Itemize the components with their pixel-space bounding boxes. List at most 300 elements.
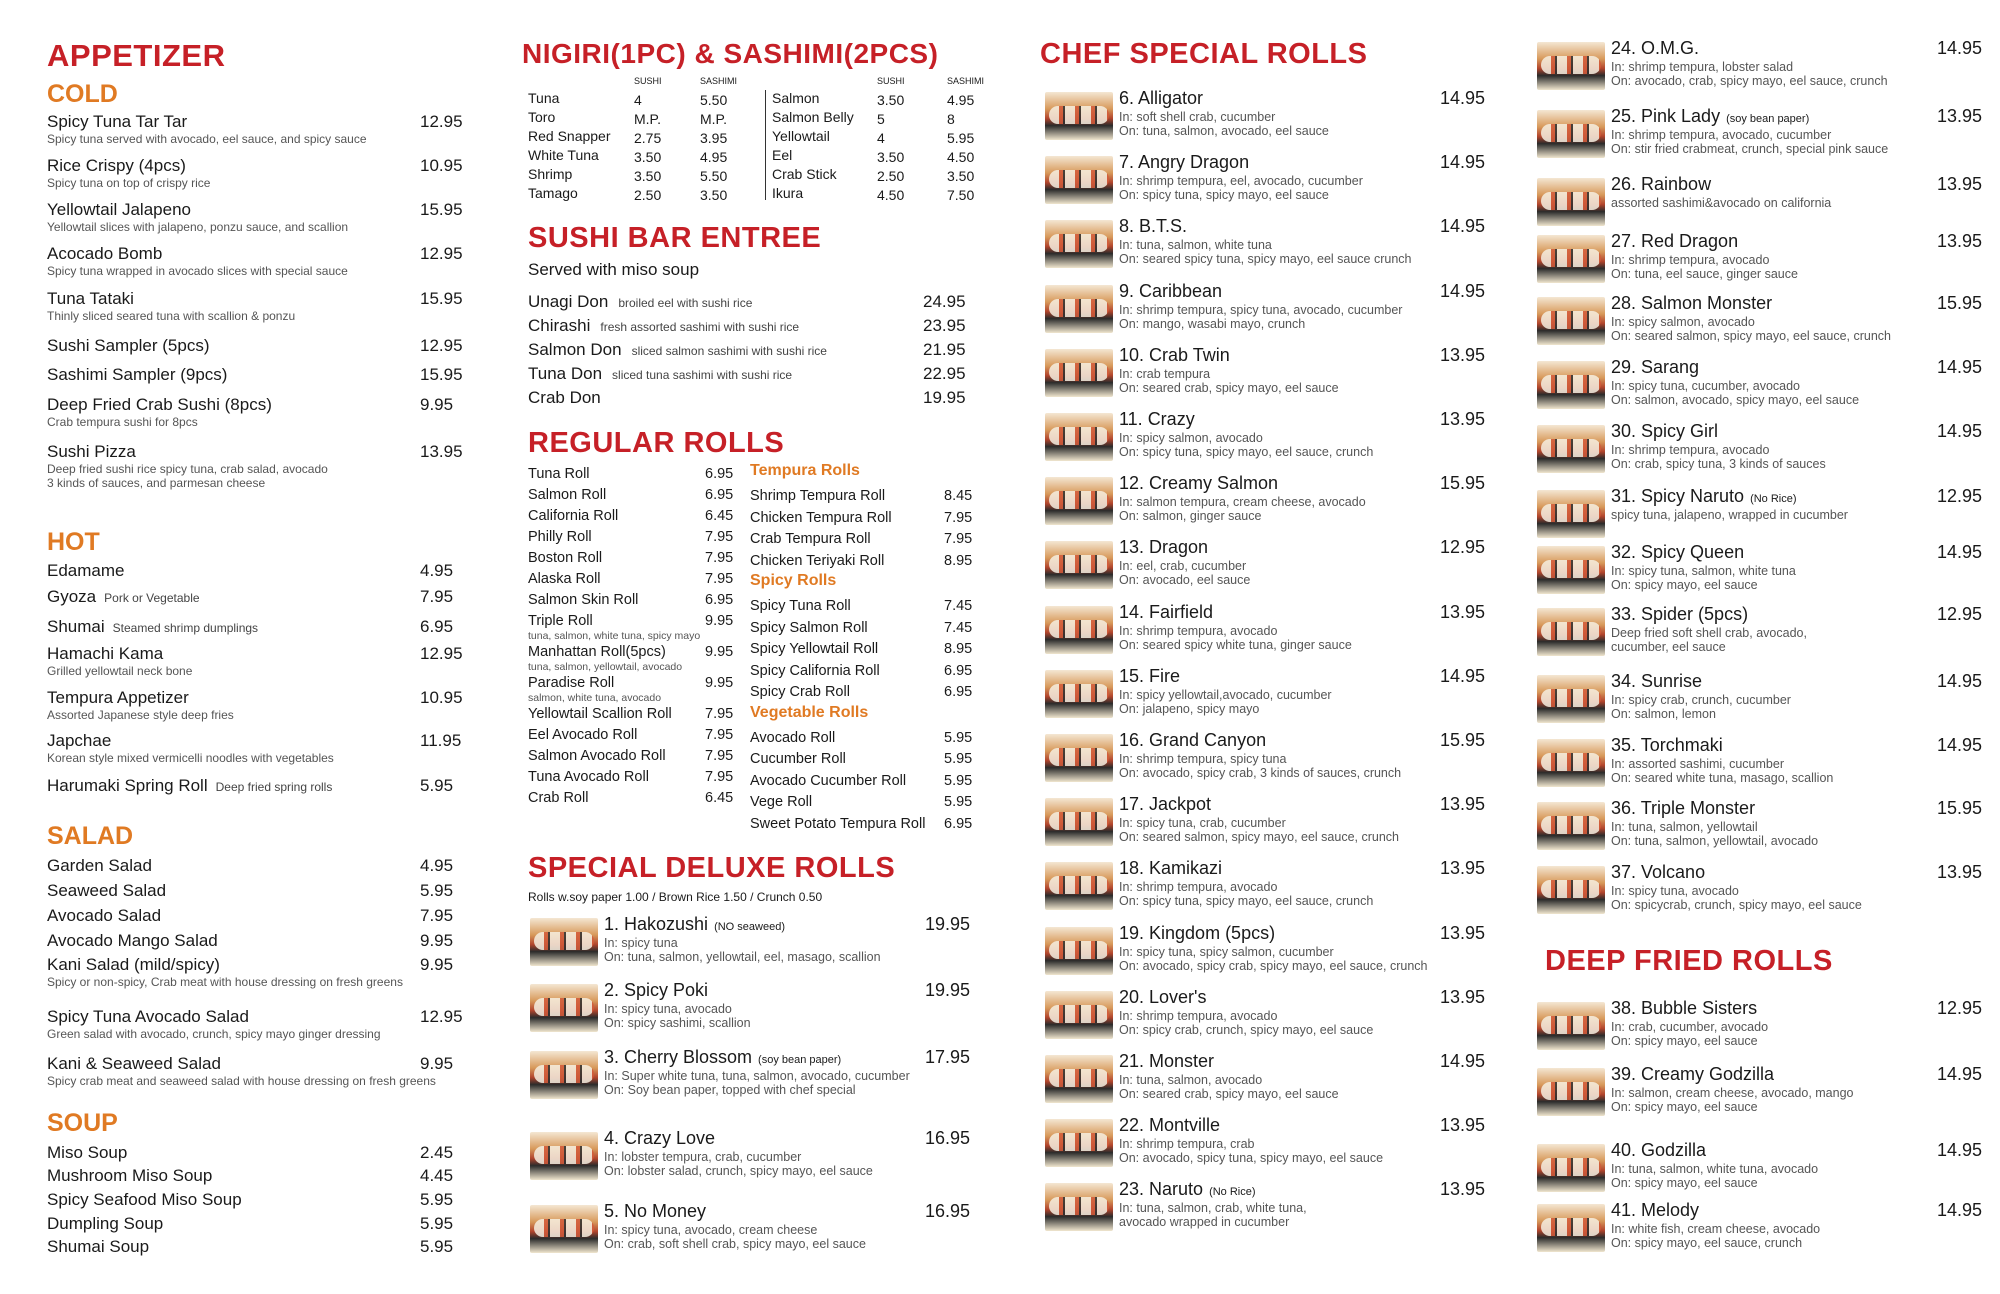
roll-outside: On: avocado, spicy tuna, spicy mayo, eel sauce [1119,1151,1384,1165]
roll-description [1611,693,1791,721]
roll-name: Spicy California Roll [750,662,880,679]
roll-name: 34. Sunrise [1611,671,1703,691]
fish-name: Tamago [528,185,578,201]
roll-photo [1045,477,1113,525]
fish-name: Yellowtail [772,128,830,144]
roll-photo [1045,156,1113,204]
roll-name: 27. Red Dragon [1611,231,1739,251]
roll-name: 39. Creamy Godzilla [1611,1064,1775,1084]
roll-price: 19.95 [925,980,971,1000]
roll-outside: On: jalapeno, spicy mayo [1119,702,1260,716]
entree-note: sliced tuna sashimi with sushi rice [612,368,793,382]
roll-name: 11. Crazy [1119,409,1195,429]
fish-name: Toro [528,109,556,125]
roll-description [1119,303,1402,331]
salad-heading: SALAD [47,822,134,850]
roll-price: 14.95 [1937,38,1983,58]
menu-item [47,1143,467,1163]
item-name: Tempura Appetizer [47,688,189,707]
roll-card [1045,152,1486,208]
roll-photo [530,1205,598,1253]
roll-inside: In: crab tempura [1119,367,1211,381]
roll-inside: In: shrimp tempura, lobster salad [1611,60,1794,74]
entree-heading: SUSHI BAR ENTREE [528,222,822,254]
roll-tag: (soy bean paper) [1726,113,1810,125]
item-name: Sushi Sampler (5pcs) [47,336,210,355]
sashimi-price: 3.50 [947,168,975,184]
roll-description [1611,1222,1820,1250]
roll-description [1119,1137,1383,1165]
roll-inside: In: spicy salmon, avocado [1611,315,1755,329]
roll-outside: On: Soy bean paper, topped with chef special [604,1083,856,1097]
entree-price: 23.95 [923,316,966,335]
roll-name: Manhattan Roll(5pcs) [528,644,666,660]
roll-photo [1045,734,1113,782]
item-name: Spicy Tuna Avocado Salad [47,1007,249,1026]
roll-outside: On: salmon, ginger sauce [1119,509,1262,523]
cold-heading: COLD [47,80,118,108]
item-name: Shumai Steamed shrimp dumplings [47,617,259,636]
item-name: Miso Soup [47,1143,128,1162]
roll-card [1537,293,1983,349]
item-price: 4.95 [420,856,454,875]
sashimi-price: 5.50 [700,92,728,108]
sashimi-price: 3.50 [700,187,728,203]
roll-photo [1537,42,1605,90]
roll-outside: On: avocado, spicy crab, 3 kinds of sauces, crunch [1119,766,1402,780]
roll-price: 13.95 [1937,106,1983,126]
roll-name: 38. Bubble Sisters [1611,998,1758,1018]
menu-item [47,856,467,876]
roll-price: 9.95 [705,613,734,629]
roll-inside: In: spicy tuna, crab, cucumber [1119,816,1286,830]
roll-name: California Roll [528,508,619,524]
roll-name: 5. No Money [604,1201,707,1221]
roll-name: 18. Kamikazi [1119,858,1223,878]
roll-outside: cucumber, eel sauce [1611,640,1726,654]
roll-price: 14.95 [1937,671,1983,691]
item-name: Garden Salad [47,856,152,875]
deep-fried-heading: DEEP FRIED ROLLS [1545,945,1833,977]
roll-name: Boston Roll [528,550,603,566]
nigiri-heading: NIGIRI(1PC) & SASHIMI(2PCS) [522,38,939,69]
item-price: 9.95 [420,931,454,950]
deluxe-heading: SPECIAL DELUXE ROLLS [528,852,896,884]
item-price: 15.95 [420,365,463,384]
menu-item [47,244,467,278]
roll-name: 21. Monster [1119,1051,1215,1071]
item-name: Rice Crispy (4pcs) [47,156,186,175]
roll-card [1537,604,1983,660]
item-note: Pork or Vegetable [104,591,200,605]
item-name: Edamame [47,561,125,580]
roll-price: 14.95 [1440,1051,1486,1071]
roll-description [1119,945,1427,973]
roll-price: 14.95 [1937,1140,1983,1160]
sashimi-price: 3.95 [700,130,728,146]
roll-name: 33. Spider (5pcs) [1611,604,1749,624]
roll-inside: In: tuna, salmon, white tuna [1119,238,1272,252]
soup-heading: SOUP [47,1109,118,1137]
roll-card [1045,473,1486,529]
roll-price: 9.95 [705,644,734,660]
item-price: 12.95 [420,112,463,131]
roll-inside: In: shrimp tempura, spicy tuna, avocado, cucumber [1119,303,1403,317]
roll-card [530,1128,971,1184]
item-price: 12.95 [420,244,463,263]
item-price: 5.95 [420,1214,454,1233]
item-name: Seaweed Salad [47,881,167,900]
roll-photo [1045,1055,1113,1103]
roll-photo [1537,297,1605,345]
sushi-price: 2.50 [634,187,662,203]
menu-item [47,1166,467,1186]
roll-price: 7.95 [944,509,973,526]
roll-photo [1537,608,1605,656]
roll-outside: On: crab, soft shell crab, spicy mayo, eel sauce [604,1237,866,1251]
item-price: 15.95 [420,200,463,219]
roll-name: 6. Alligator [1119,88,1204,108]
item-name: Shumai Soup [47,1237,150,1256]
item-description: Korean style mixed vermicelli noodles with vegetables [47,751,334,765]
roll-card [1045,794,1486,850]
roll-description [1611,508,1848,522]
roll-outside: On: avocado, crab, spicy mayo, eel sauce, crunch [1611,74,1888,88]
roll-card [530,1201,971,1257]
roll-subsection-heading: Spicy Rolls [750,572,837,589]
roll-name: Triple Roll [528,613,593,629]
item-description: Spicy crab meat and seaweed salad with house dressing on fresh greens [47,1074,436,1088]
roll-card [1537,106,1983,162]
item-price: 9.95 [420,1054,454,1073]
nigiri-table [522,76,985,206]
roll-inside: In: spicy tuna, spicy salmon, cucumber [1119,945,1334,959]
roll-outside: On: lobster salad, crunch, spicy mayo, eel sauce [604,1164,873,1178]
item-price: 13.95 [420,442,463,461]
roll-name: 28. Salmon Monster [1611,293,1773,313]
roll-price: 15.95 [1440,473,1486,493]
roll-photo [1537,178,1605,226]
menu-item [47,561,467,581]
roll-inside: In: spicy crab, crunch, cucumber [1611,693,1791,707]
roll-photo [1537,546,1605,594]
roll-price: 7.95 [705,706,734,722]
roll-description [1611,1020,1768,1048]
roll-name: 31. Spicy Naruto (No Rice) [1611,486,1797,506]
roll-card [1537,1200,1983,1256]
roll-card [1045,987,1486,1043]
roll-inside: In: shrimp tempura, avocado [1611,443,1770,457]
entree-price: 22.95 [923,364,966,383]
roll-photo [530,1132,598,1180]
item-price: 12.95 [420,644,463,663]
roll-inside: In: crab, cucumber, avocado [1611,1020,1769,1034]
roll-inside: In: tuna, salmon, yellowtail [1611,820,1758,834]
item-name: Acocado Bomb [47,244,163,263]
item-description: Spicy tuna wrapped in avocado slices with special sauce [47,264,348,278]
roll-photo [1045,285,1113,333]
item-price: 9.95 [420,395,454,414]
roll-inside: In: spicy tuna [604,936,678,950]
roll-price: 13.95 [1440,409,1486,429]
roll-outside: On: spicy mayo, eel sauce [1611,578,1758,592]
item-description: Thinly sliced seared tuna with scallion & ponzu [47,309,296,323]
roll-name: Vege Roll [750,794,813,810]
roll-price: 12.95 [1937,998,1983,1018]
roll-inside: In: tuna, salmon, crab, white tuna, [1119,1201,1307,1215]
roll-price: 7.45 [944,598,973,614]
roll-name: Philly Roll [528,529,592,545]
roll-card [1045,1051,1486,1107]
roll-name: 7. Angry Dragon [1119,152,1250,172]
roll-inside: In: spicy tuna, avocado [604,1002,732,1016]
menu-item [47,776,467,796]
roll-inside: In: salmon, cream cheese, avocado, mango [1611,1086,1854,1100]
menu-item [47,395,467,429]
roll-photo [1045,1183,1113,1231]
entree-price: 24.95 [923,292,966,311]
roll-description [1611,196,1831,210]
roll-name: 4. Crazy Love [604,1128,716,1148]
roll-price: 8.45 [944,488,973,504]
roll-price: 7.95 [705,748,734,764]
roll-outside: On: seared crab, spicy mayo, eel sauce [1119,381,1339,395]
roll-price: 5.95 [944,794,973,810]
roll-inside: In: shrimp tempura, avocado [1119,624,1278,638]
roll-inside: In: spicy tuna, salmon, white tuna [1611,564,1796,578]
roll-name: Spicy Crab Roll [750,684,850,700]
item-description: Spicy or non-spicy, Crab meat with house dressing on fresh greens [47,975,403,989]
item-price: 10.95 [420,156,463,175]
roll-description [604,1150,873,1178]
roll-price: 14.95 [1937,542,1983,562]
roll-name: 15. Fire [1119,666,1181,686]
roll-inside: In: white fish, cream cheese, avocado [1611,1222,1821,1236]
roll-price: 13.95 [1937,862,1983,882]
roll-card [1537,542,1983,598]
roll-name: Chicken Teriyaki Roll [750,552,885,569]
sashimi-price: 4.95 [947,92,975,108]
roll-name: Tuna Roll [528,466,590,482]
item-description: Grilled yellowtail neck bone [47,664,193,678]
item-name: Avocado Mango Salad [47,931,218,950]
item-name: Spicy Seafood Miso Soup [47,1190,242,1209]
menu-item [47,1007,467,1041]
roll-photo [1537,110,1605,158]
roll-description: tuna, salmon, white tuna, spicy mayo [528,630,701,642]
menu-item [47,336,467,356]
regular-rolls [528,462,988,836]
roll-card [1045,281,1486,337]
roll-name: Shrimp Tempura Roll [750,488,886,504]
sashimi-price: 4.95 [700,149,728,165]
entree-price: 21.95 [923,340,966,359]
roll-description [1611,128,1888,156]
roll-inside: In: shrimp tempura, crab [1119,1137,1255,1151]
roll-name: Sweet Potato Tempura Roll [750,815,926,832]
roll-photo [1045,220,1113,268]
roll-photo [1537,802,1605,850]
item-name: Kani Salad (mild/spicy) [47,955,220,974]
roll-price: 17.95 [925,1047,971,1067]
menu-item [47,200,467,234]
menu-item [47,1054,467,1088]
roll-price: 7.95 [705,571,734,587]
roll-name: Salmon Skin Roll [528,592,639,608]
menu-item [47,1214,467,1234]
roll-photo [1537,866,1605,914]
item-name: Kani & Seaweed Salad [47,1054,221,1073]
sushi-price: 2.50 [877,168,905,184]
roll-price: 6.95 [705,466,734,482]
menu-item [47,955,467,989]
menu-item [47,931,467,951]
roll-name: Cucumber Roll [750,751,846,767]
roll-subsection-heading: Vegetable Rolls [750,703,869,721]
roll-photo [530,984,598,1032]
roll-description [1119,495,1366,523]
roll-outside: On: stir fried crabmeat, crunch, special pink sauce [1611,142,1889,156]
roll-description [1119,367,1339,395]
roll-name: Paradise Roll [528,675,615,691]
roll-price: 6.95 [705,592,734,608]
item-name: Mushroom Miso Soup [47,1166,213,1185]
roll-photo [1537,1204,1605,1252]
roll-price: 13.95 [1937,231,1983,251]
roll-price: 5.95 [944,751,973,767]
roll-description [1611,253,1798,281]
roll-outside: On: crab, spicy tuna, 3 kinds of sauces [1611,457,1826,471]
roll-outside: On: spicy mayo, eel sauce [1611,1100,1758,1114]
item-description: Spicy tuna served with avocado, eel sauce, and spicy sauce [47,132,367,146]
roll-name: 10. Crab Twin [1119,345,1230,365]
roll-name: 37. Volcano [1611,862,1706,882]
sushi-price: 4 [634,92,642,108]
roll-card [1537,421,1983,477]
roll-card [1045,216,1486,272]
entree-note: broiled eel with sushi rice [618,296,753,310]
roll-card [1537,174,1983,230]
roll-inside: In: assorted sashimi, cucumber [1611,757,1784,771]
roll-name: 20. Lover's [1119,987,1207,1007]
item-price: 5.95 [420,1190,454,1209]
roll-price: 7.95 [705,529,734,545]
roll-description [1119,238,1412,266]
sushi-price: 2.75 [634,130,662,146]
roll-name: 24. O.M.G. [1611,38,1700,58]
roll-inside: assorted sashimi&avocado on california [1611,196,1832,210]
roll-photo [1045,798,1113,846]
roll-outside: On: spicy sashimi, scallion [604,1016,751,1030]
roll-outside: On: tuna, salmon, yellowtail, avocado [1611,834,1819,848]
item-price: 7.95 [420,587,454,606]
roll-price: 6.95 [944,662,973,679]
roll-name: Alaska Roll [528,571,601,587]
roll-price: 13.95 [1440,794,1486,814]
roll-name: 17. Jackpot [1119,794,1212,814]
roll-outside: On: spicy mayo, eel sauce [1611,1034,1758,1048]
item-note: Deep fried spring rolls [215,780,333,794]
roll-price: 14.95 [1937,421,1983,441]
roll-inside: In: shrimp tempura, avocado [1119,1009,1278,1023]
roll-tag: (No Rice) [1209,1186,1256,1198]
roll-price: 13.95 [1440,345,1486,365]
item-name: Dumpling Soup [47,1214,164,1233]
roll-price: 13.95 [1937,174,1983,194]
roll-description [1611,626,1807,654]
roll-outside: On: seared white tuna, masago, scallion [1611,771,1834,785]
roll-description [1119,816,1399,844]
roll-outside: On: tuna, salmon, yellowtail, eel, masago, scallion [604,950,881,964]
roll-name: 1. Hakozushi (NO seaweed) [604,914,785,934]
roll-card [1045,345,1486,401]
roll-price: 13.95 [1440,602,1486,622]
item-name: Avocado Salad [47,906,162,925]
sushi-price: 3.50 [877,149,905,165]
roll-price: 13.95 [1440,987,1486,1007]
roll-name: Eel Avocado Roll [528,727,638,743]
roll-inside: spicy tuna, jalapeno, wrapped in cucumber [1611,508,1848,522]
item-price: 5.95 [420,776,454,795]
fish-name: White Tuna [528,147,599,163]
fish-name: Eel [772,147,793,163]
roll-inside: In: eel, crab, cucumber [1119,559,1247,573]
roll-name: 29. Sarang [1611,357,1700,377]
chef-heading: CHEF SPECIAL ROLLS [1040,38,1368,70]
sushi-price: 3.50 [877,92,905,108]
roll-photo [1045,413,1113,461]
column-header: SASHIMI [700,76,738,86]
roll-photo [1045,541,1113,589]
roll-price: 14.95 [1440,152,1486,172]
item-name: Tuna Tataki [47,289,134,308]
menu-item [47,1190,467,1210]
entree-name: Unagi Don broiled eel with sushi rice [528,292,753,311]
roll-card [530,980,971,1036]
item-price: 15.95 [420,289,463,308]
roll-outside: On: mango, wasabi mayo, crunch [1119,317,1306,331]
roll-inside: In: soft shell crab, cucumber [1119,110,1276,124]
item-price: 4.45 [420,1166,454,1185]
roll-name: Crab Roll [528,790,589,806]
roll-card [1045,923,1486,979]
roll-card [1537,735,1983,791]
roll-price: 7.95 [705,550,734,566]
roll-inside: In: shrimp tempura, avocado [1119,880,1278,894]
roll-name: Yellowtail Scallion Roll [528,706,672,722]
roll-outside: On: avocado, spicy crab, spicy mayo, eel sauce, crunch [1119,959,1428,973]
roll-price: 12.95 [1440,537,1486,557]
divider [765,90,766,200]
fish-name: Salmon Belly [772,109,854,125]
sushi-price: 3.50 [634,149,662,165]
menu-item [47,289,467,323]
roll-description [1119,880,1373,908]
roll-price: 5.95 [944,772,973,789]
roll-outside: On: tuna, eel sauce, ginger sauce [1611,267,1798,281]
roll-photo [1045,1119,1113,1167]
item-name: Harumaki Spring Roll Deep fried spring rolls [47,776,333,795]
item-description: Deep fried sushi rice spicy tuna, crab salad, avocado [47,462,328,476]
roll-name: 12. Creamy Salmon [1119,473,1279,493]
roll-outside: On: spicy mayo, eel sauce, crunch [1611,1236,1803,1250]
roll-description [1119,174,1363,202]
roll-description [1119,752,1401,780]
roll-outside: avocado wrapped in cucumber [1119,1215,1290,1229]
roll-outside: On: tuna, salmon, avocado, eel sauce [1119,124,1329,138]
roll-outside: On: seared salmon, spicy mayo, eel sauce, crunch [1611,329,1891,343]
column-header: SUSHI [877,76,905,86]
